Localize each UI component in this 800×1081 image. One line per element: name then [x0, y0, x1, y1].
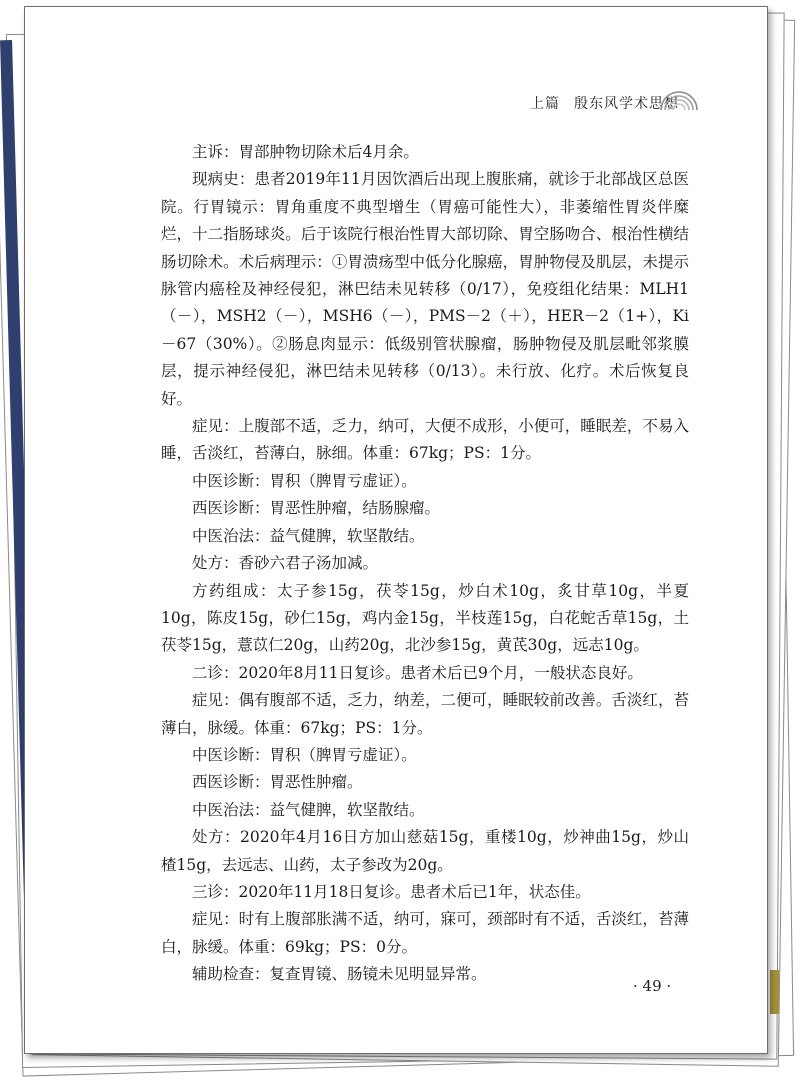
- paragraph: 二诊：2020年8月11日复诊。患者术后已9个月，一般状态良好。: [192, 663, 643, 682]
- rainbow-logo-icon: [659, 89, 699, 111]
- paragraph: 症见：上腹部不适，乏力，纳可，大便不成形，小便可，睡眠差，不易入睡，舌淡红，苔薄白，脉细。体重：67kg；PS：1分。: [161, 417, 689, 463]
- paragraph: 中医治法：益气健脾，软坚散结。: [192, 526, 425, 545]
- paragraph: 西医诊断：胃恶性肿瘤，结肠腺瘤。: [192, 499, 441, 518]
- paragraph: 中医诊断：胃积（脾胃亏虚证）。: [192, 471, 417, 490]
- header-section: 上篇: [530, 96, 560, 112]
- page-number: · 49 ·: [633, 977, 672, 995]
- paragraph: 症见：偶有腹部不适，乏力，纳差，二便可，睡眠较前改善。舌淡红，苔薄白，脉缓。体重：67kg；PS：1分。: [161, 691, 689, 737]
- book-page: [24, 6, 768, 1054]
- paragraph: 中医治法：益气健脾，软坚散结。: [192, 800, 425, 819]
- book-edge-gold: [770, 970, 779, 1014]
- paragraph: 症见：时有上腹部胀满不适，纳可，寐可，颈部时有不适，舌淡红，苔薄白，脉缓。体重：69kg；PS：0分。: [161, 910, 689, 956]
- header-title: 殷东风学术思想: [574, 96, 679, 112]
- paragraph: 方药组成：太子参15g，茯苓15g，炒白术10g，炙甘草10g，半夏10g，陈皮15g，砂仁15g，鸡内金15g，半枝莲15g，白花蛇舌草15g，土茯苓15g，薏苡仁20g，山药20g，北沙参15g，黄芪30g，远志10g。: [161, 581, 689, 655]
- paragraph: 现病史：患者2019年11月因饮酒后出现上腹胀痛，就诊于北部战区总医院。行胃镜示：胃角重度不典型增生（胃癌可能性大），非萎缩性胃炎伴糜烂，十二指肠球炎。后于该院行根治性胃大部切除、胃空肠吻合、根治性横结肠切除术。术后病理示：①胃溃疡型中低分化腺癌，胃肿物侵及肌层，未提示脉管内癌栓及神经侵犯，淋巴结未见转移（0/17），免疫组化结果：MLH1（－），MSH2（－），MSH6（－），PMS－2（＋），HER－2（1+），Ki－67（30%）。②肠息肉显示：低级别管状腺瘤，肠肿物侵及肌层毗邻浆膜层，提示神经侵犯，淋巴结未见转移（0/13）。未行放、化疗。术后恢复良好。: [161, 170, 689, 408]
- paragraph: 主诉：胃部肿物切除术后4月余。: [192, 143, 419, 161]
- paragraph: 辅助检查：复查胃镜、肠镜未见明显异常。: [192, 965, 487, 984]
- running-header: [530, 93, 679, 113]
- paragraph: 三诊：2020年11月18日复诊。患者术后已1年，状态佳。: [192, 882, 591, 901]
- paragraph: 中医诊断：胃积（脾胃亏虚证）。: [192, 745, 417, 764]
- paragraph: 西医诊断：胃恶性肿瘤。: [192, 773, 363, 792]
- paragraph: 处方：2020年4月16日方加山慈菇15g，重楼10g，炒神曲15g，炒山楂15g，去远志、山药，太子参改为20g。: [161, 828, 689, 874]
- paragraph: 处方：香砂六君子汤加减。: [192, 554, 379, 573]
- body-text: [161, 139, 689, 989]
